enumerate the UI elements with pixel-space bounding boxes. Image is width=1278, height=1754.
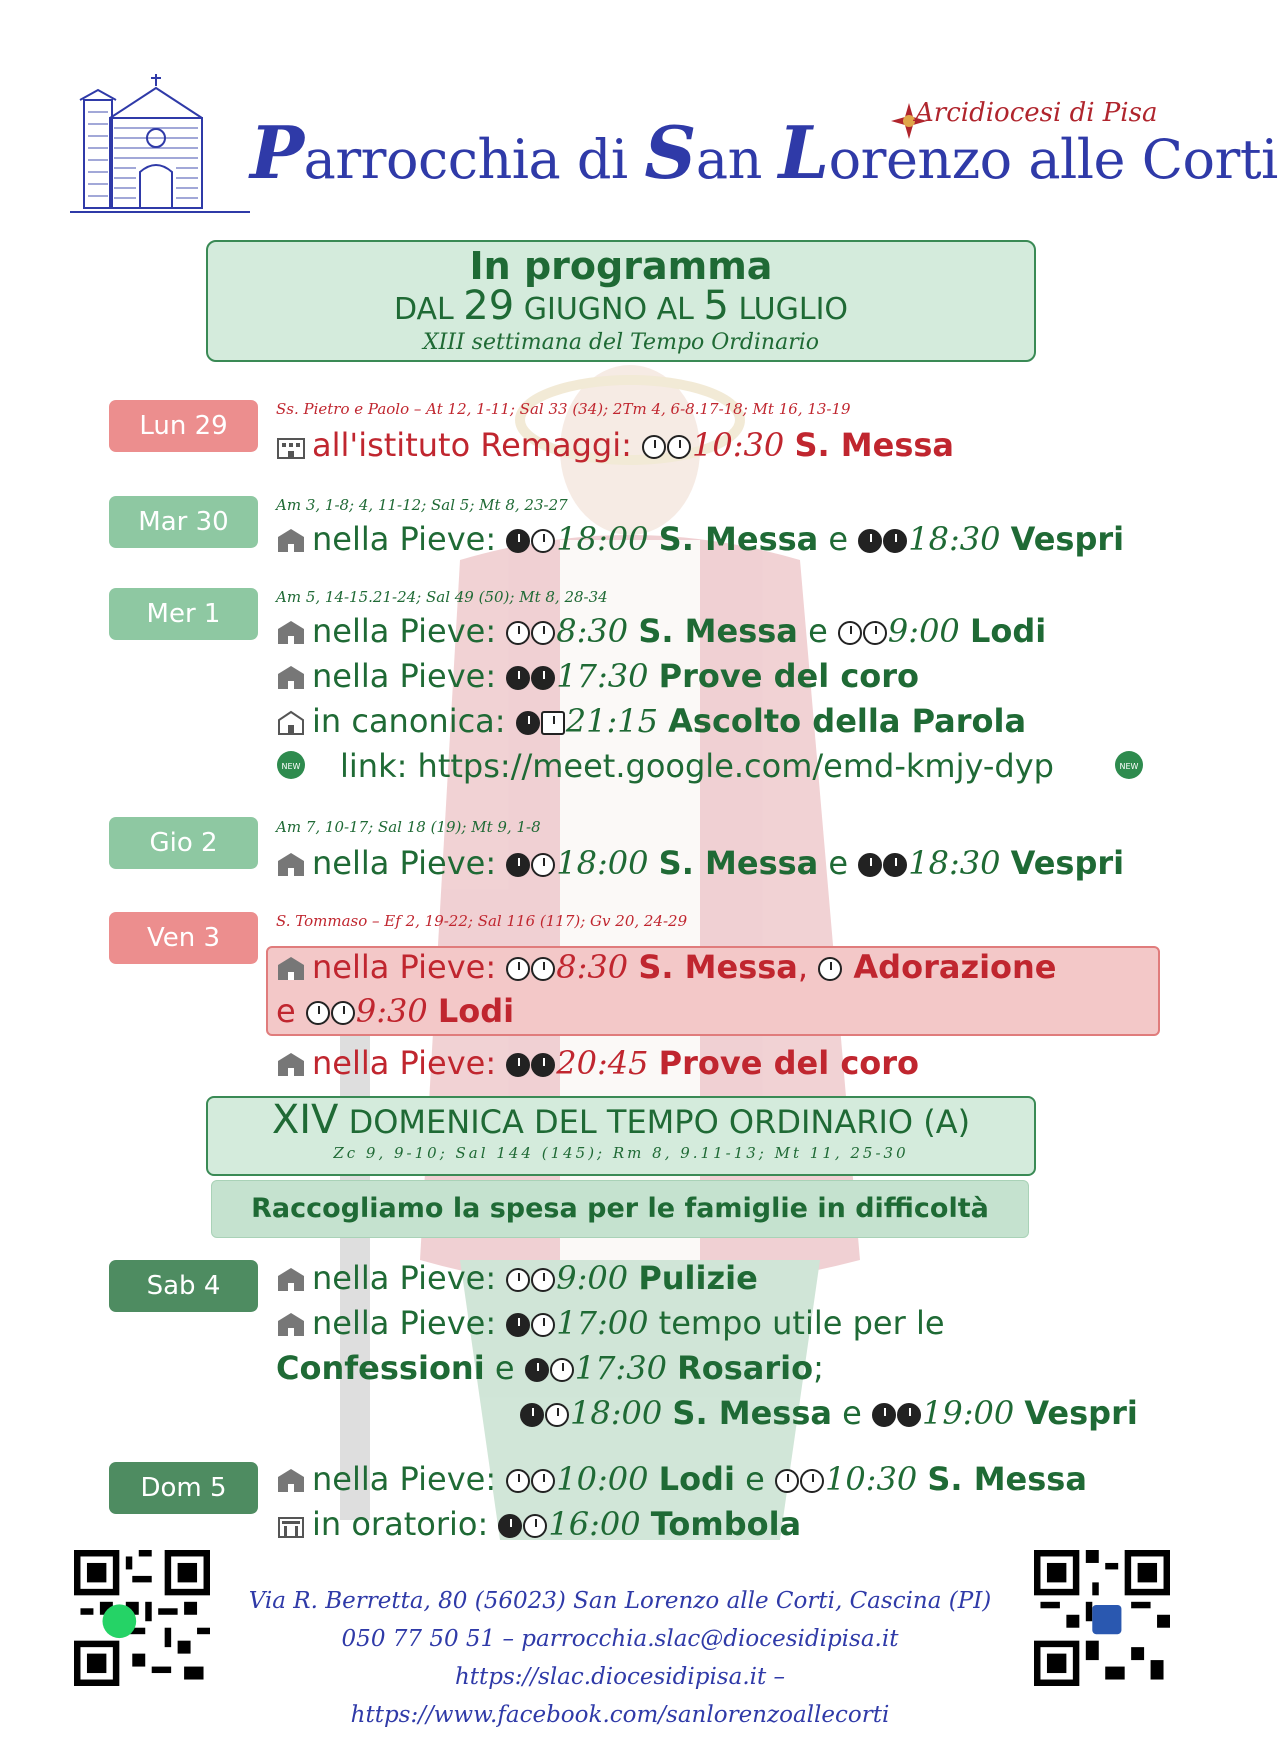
- day-badge-lun: Lun 29: [109, 400, 258, 452]
- chalice-icon: [800, 1469, 824, 1493]
- event-line-sab-1: nella Pieve: 9:00 Pulizie: [276, 1257, 758, 1299]
- praying-hands-icon: [883, 529, 907, 553]
- clock-icon: [872, 1403, 896, 1427]
- church-building-icon: [276, 851, 306, 877]
- church-building-icon: [276, 1467, 306, 1493]
- whatsapp-qr-code[interactable]: [74, 1550, 210, 1686]
- praying-hands-icon: [897, 1403, 921, 1427]
- svg-text:NEW: NEW: [1119, 762, 1139, 771]
- event-line-dom-1: nella Pieve: 10:00 Lodi e 10:30 S. Messa: [276, 1458, 1087, 1500]
- paypal-icon: [1092, 1605, 1121, 1634]
- event-line-mer-3: in canonica: 21:15 Ascolto della Parola: [276, 700, 1026, 742]
- readings-mer: Am 5, 14-15.21-24; Sal 49 (50); Mt 8, 28-34: [276, 588, 608, 606]
- monstrance-icon: [818, 957, 842, 981]
- praying-hands-icon: [331, 1001, 355, 1025]
- program-week: XIII settimana del Tempo Ordinario: [422, 330, 820, 355]
- event-line-sab-4: 18:00 S. Messa e 19:00 Vespri: [520, 1392, 1138, 1434]
- clock-icon: [506, 666, 530, 690]
- day-badge-ven: Ven 3: [109, 912, 258, 964]
- clock-icon: [838, 621, 862, 645]
- program-box: [206, 240, 1036, 362]
- day-badge-gio: Gio 2: [109, 817, 258, 869]
- footer-contacts: [230, 1582, 1010, 1734]
- parish-title: Parrocchia di San Lorenzo alle Corti: [250, 110, 1278, 195]
- event-line-mer-2: nella Pieve: 17:30 Prove del coro: [276, 655, 919, 697]
- chalice-icon: [531, 529, 555, 553]
- house-icon: [276, 709, 306, 735]
- new-badge-icon: [1114, 750, 1144, 780]
- readings-gio: Am 7, 10-17; Sal 18 (19); Mt 9, 1-8: [276, 818, 541, 836]
- clock-icon: [858, 853, 882, 877]
- day-badge-dom: Dom 5: [109, 1462, 258, 1514]
- event-line-ven-2: e 9:30 Lodi: [276, 992, 515, 1030]
- footer-web-links[interactable]: https://slac.diocesidipisa.it – https://www.facebook.com/sanlorenzoallecorti: [350, 1664, 890, 1728]
- chalice-icon: [667, 435, 691, 459]
- church-building-icon: [276, 1266, 306, 1292]
- church-building-icon: [276, 527, 306, 553]
- clock-icon: [498, 1514, 522, 1538]
- chalice-icon: [531, 957, 555, 981]
- praying-hands-icon: [883, 853, 907, 877]
- clock-icon: [775, 1469, 799, 1493]
- chalice-icon: [545, 1403, 569, 1427]
- confession-icon: [531, 1313, 555, 1337]
- readings-ven: S. Tommaso – Ef 2, 19-22; Sal 116 (117); Gv 20, 24-29: [276, 912, 688, 930]
- clock-icon: [506, 1313, 530, 1337]
- praying-hands-icon: [863, 621, 887, 645]
- clock-icon: [506, 1469, 530, 1493]
- program-dates: DAL 29 GIUGNO AL 5 LUGLIO: [393, 283, 849, 329]
- clock-icon: [306, 1001, 330, 1025]
- smiley-icon: [523, 1514, 547, 1538]
- day-badge-mer: Mer 1: [109, 588, 258, 640]
- paypal-qr-code[interactable]: [1034, 1550, 1170, 1686]
- clock-icon: [525, 1358, 549, 1382]
- church-building-icon: [276, 1311, 306, 1337]
- clock-icon: [858, 529, 882, 553]
- chalice-icon: [531, 853, 555, 877]
- sunday-title: XIV DOMENICA DEL TEMPO ORDINARIO (A): [271, 1097, 971, 1143]
- clock-icon: [516, 711, 540, 735]
- clock-icon: [506, 1268, 530, 1292]
- event-line-dom-2: in oratorio: 16:00 Tombola: [276, 1503, 801, 1545]
- clock-icon: [506, 529, 530, 553]
- church-building-icon: [276, 619, 306, 645]
- event-line-lun: all'istituto Remaggi: 10:30 S. Messa: [276, 424, 954, 466]
- music-notes-icon: [531, 1053, 555, 1077]
- footer-phone-email[interactable]: 050 77 50 51 – parrocchia.slac@diocesidipisa.it: [341, 1626, 899, 1652]
- event-line-ven-1: nella Pieve: 8:30 S. Messa, Adorazione: [276, 946, 1057, 988]
- footer-address: Via R. Berretta, 80 (56023) San Lorenzo alle Corti, Cascina (PI): [248, 1588, 992, 1614]
- chalice-icon: [531, 621, 555, 645]
- church-building-icon: [276, 1051, 306, 1077]
- music-notes-icon: [531, 666, 555, 690]
- readings-lun: Ss. Pietro e Paolo – At 12, 1-11; Sal 33 (34); 2Tm 4, 6-8.17-18; Mt 16, 13-19: [276, 400, 851, 418]
- svg-text:NEW: NEW: [281, 762, 301, 771]
- archdiocese-label: Arcidiocesi di Pisa: [915, 98, 1158, 128]
- event-line-gio: nella Pieve: 18:00 S. Messa e 18:30 Vespri: [276, 842, 1124, 884]
- church-building-icon: [276, 955, 306, 981]
- clock-icon: [506, 853, 530, 877]
- event-line-ven-3: nella Pieve: 20:45 Prove del coro: [276, 1042, 919, 1084]
- whatsapp-icon: [102, 1604, 136, 1638]
- clock-icon: [506, 621, 530, 645]
- oratory-building-icon: [276, 1512, 306, 1538]
- clock-icon: [642, 435, 666, 459]
- broom-icon: [531, 1268, 555, 1292]
- event-line-sab-3: Confessioni e 17:30 Rosario;: [276, 1349, 824, 1387]
- sunday-title-box: [206, 1096, 1036, 1176]
- book-icon: [541, 711, 565, 735]
- praying-hands-icon: [531, 1469, 555, 1493]
- event-line-sab-2: nella Pieve: 17:00 tempo utile per le: [276, 1302, 945, 1344]
- event-line-mar: nella Pieve: 18:00 S. Messa e 18:30 Vespri: [276, 518, 1124, 560]
- church-building-icon: [276, 664, 306, 690]
- event-line-mer-1: nella Pieve: 8:30 S. Messa e 9:00 Lodi: [276, 610, 1046, 652]
- food-collection-banner: Raccogliamo la spesa per le famiglie in difficoltà: [211, 1180, 1029, 1238]
- new-badge-icon: [276, 750, 306, 780]
- church-logo: [70, 72, 250, 222]
- day-badge-mar: Mar 30: [109, 496, 258, 548]
- rosary-icon: [550, 1358, 574, 1382]
- sunday-readings: Zc 9, 9-10; Sal 144 (145); Rm 8, 9.11-13; Mt 11, 25-30: [333, 1144, 909, 1162]
- readings-mar: Am 3, 1-8; 4, 11-12; Sal 5; Mt 8, 23-27: [276, 496, 568, 514]
- clock-icon: [520, 1403, 544, 1427]
- program-heading: In programma: [469, 244, 773, 288]
- building-icon: [276, 433, 306, 459]
- day-badge-sab: Sab 4: [109, 1260, 258, 1312]
- clock-icon: [506, 957, 530, 981]
- clock-icon: [506, 1053, 530, 1077]
- meet-link[interactable]: link: https://meet.google.com/emd-kmjy-dyp: [340, 747, 1054, 785]
